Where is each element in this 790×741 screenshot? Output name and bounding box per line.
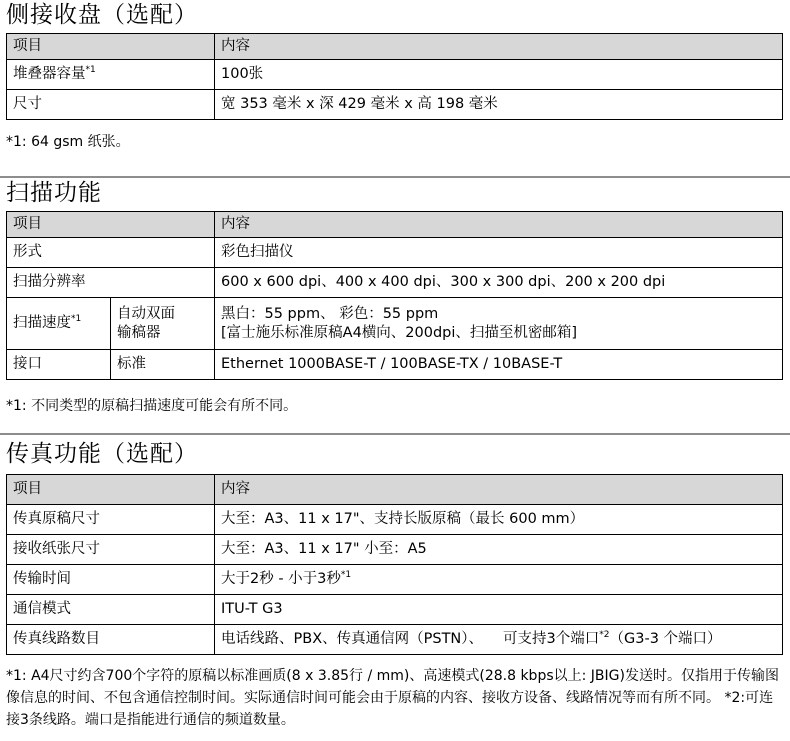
section-title-scan: 扫描功能 [6, 180, 102, 206]
row-value: 彩色扫描仪 [215, 238, 783, 268]
header-item: 项目 [7, 212, 215, 238]
row-value: 黑白：55 ppm、 彩色：55 ppm [富士施乐标准原稿A4横向、200dpi、扫描至机密邮箱] [215, 298, 783, 350]
fax-spec-table [6, 474, 783, 655]
table-row [7, 298, 783, 350]
row-sublabel: 标准 [111, 350, 215, 380]
table-header-row [7, 475, 783, 505]
row-label: 扫描速度$^{*1}$ [7, 298, 111, 350]
row-value: 宽 353 毫米 x 深 429 毫米 x 高 198 毫米 [215, 90, 783, 120]
table-row [7, 350, 783, 380]
row-label: 堆叠器容量$^{*1}$ [7, 60, 215, 90]
row-label: 尺寸 [7, 90, 215, 120]
table-row [7, 268, 783, 298]
table-row [7, 535, 783, 565]
header-item: 项目 [7, 475, 215, 505]
footnote-mark: *1 [71, 314, 82, 324]
footnote-mark: *1 [85, 65, 96, 75]
row-value: 600 x 600 dpi、400 x 400 dpi、300 x 300 dpi、200 x 200 dpi [215, 268, 783, 298]
row-label: 传真原稿尺寸 [7, 505, 215, 535]
row-sublabel: 自动双面 输稿器 [111, 298, 215, 350]
row-label: 形式 [7, 238, 215, 268]
footnote: *1: 64 gsm 纸张。 [6, 134, 130, 150]
row-value: 大于2秒 - 小于3秒$^{*1}$ [215, 565, 783, 595]
tray-spec-table [6, 33, 783, 120]
header-item: 项目 [7, 34, 215, 60]
row-value: Ethernet 1000BASE-T / 100BASE-TX / 10BASE-T [215, 350, 783, 380]
table-row [7, 90, 783, 120]
table-header-row [7, 34, 783, 60]
row-label: 传输时间 [7, 565, 215, 595]
row-label: 接收纸张尺寸 [7, 535, 215, 565]
row-label: 接口 [7, 350, 111, 380]
section-divider [0, 176, 790, 178]
header-content: 内容 [215, 475, 783, 505]
footnote: *1: A4尺寸约含700个字符的原稿以标准画质(8 x 3.85行 / mm)、高速模式(28.8 kbps以上: JBIG)发送时。仅指用于传输图像信息的时间、不包含通信控制时间。实际通信时间可能会由于原稿的内容、接收方设备、线路情况等而有所不同。 *2:可连接3条线路。端口是指能进行通信的频道数量。 [6, 668, 779, 728]
footnote-mark: *2 [599, 630, 610, 640]
row-value: 100张 [215, 60, 783, 90]
footnote-mark: *1 [340, 570, 352, 580]
row-value: 大至：A3、11 x 17" 小至：A5 [215, 535, 783, 565]
section-divider [0, 433, 790, 435]
row-label: 传真线路数目 [7, 625, 215, 655]
row-value: 大至：A3、11 x 17"、支持长版原稿（最长 600 mm） [215, 505, 783, 535]
footnote: *1: 不同类型的原稿扫描速度可能会有所不同。 [6, 398, 298, 414]
section-title-fax: 传真功能（选配） [6, 441, 198, 467]
table-row [7, 625, 783, 655]
table-row [7, 505, 783, 535]
header-content: 内容 [215, 212, 783, 238]
row-value: ITU-T G3 [215, 595, 783, 625]
table-row [7, 60, 783, 90]
table-row [7, 595, 783, 625]
table-row [7, 565, 783, 595]
row-value: 电话线路、PBX、传真通信网（PSTN）、 可支持3个端口$^{*2}$（G3-3 个端口） [215, 625, 783, 655]
row-label: 通信模式 [7, 595, 215, 625]
header-content: 内容 [215, 34, 783, 60]
table-header-row [7, 212, 783, 238]
section-title-tray: 侧接收盘（选配） [6, 2, 198, 28]
row-label: 扫描分辨率 [7, 268, 215, 298]
table-row [7, 238, 783, 268]
scan-spec-table [6, 211, 783, 380]
